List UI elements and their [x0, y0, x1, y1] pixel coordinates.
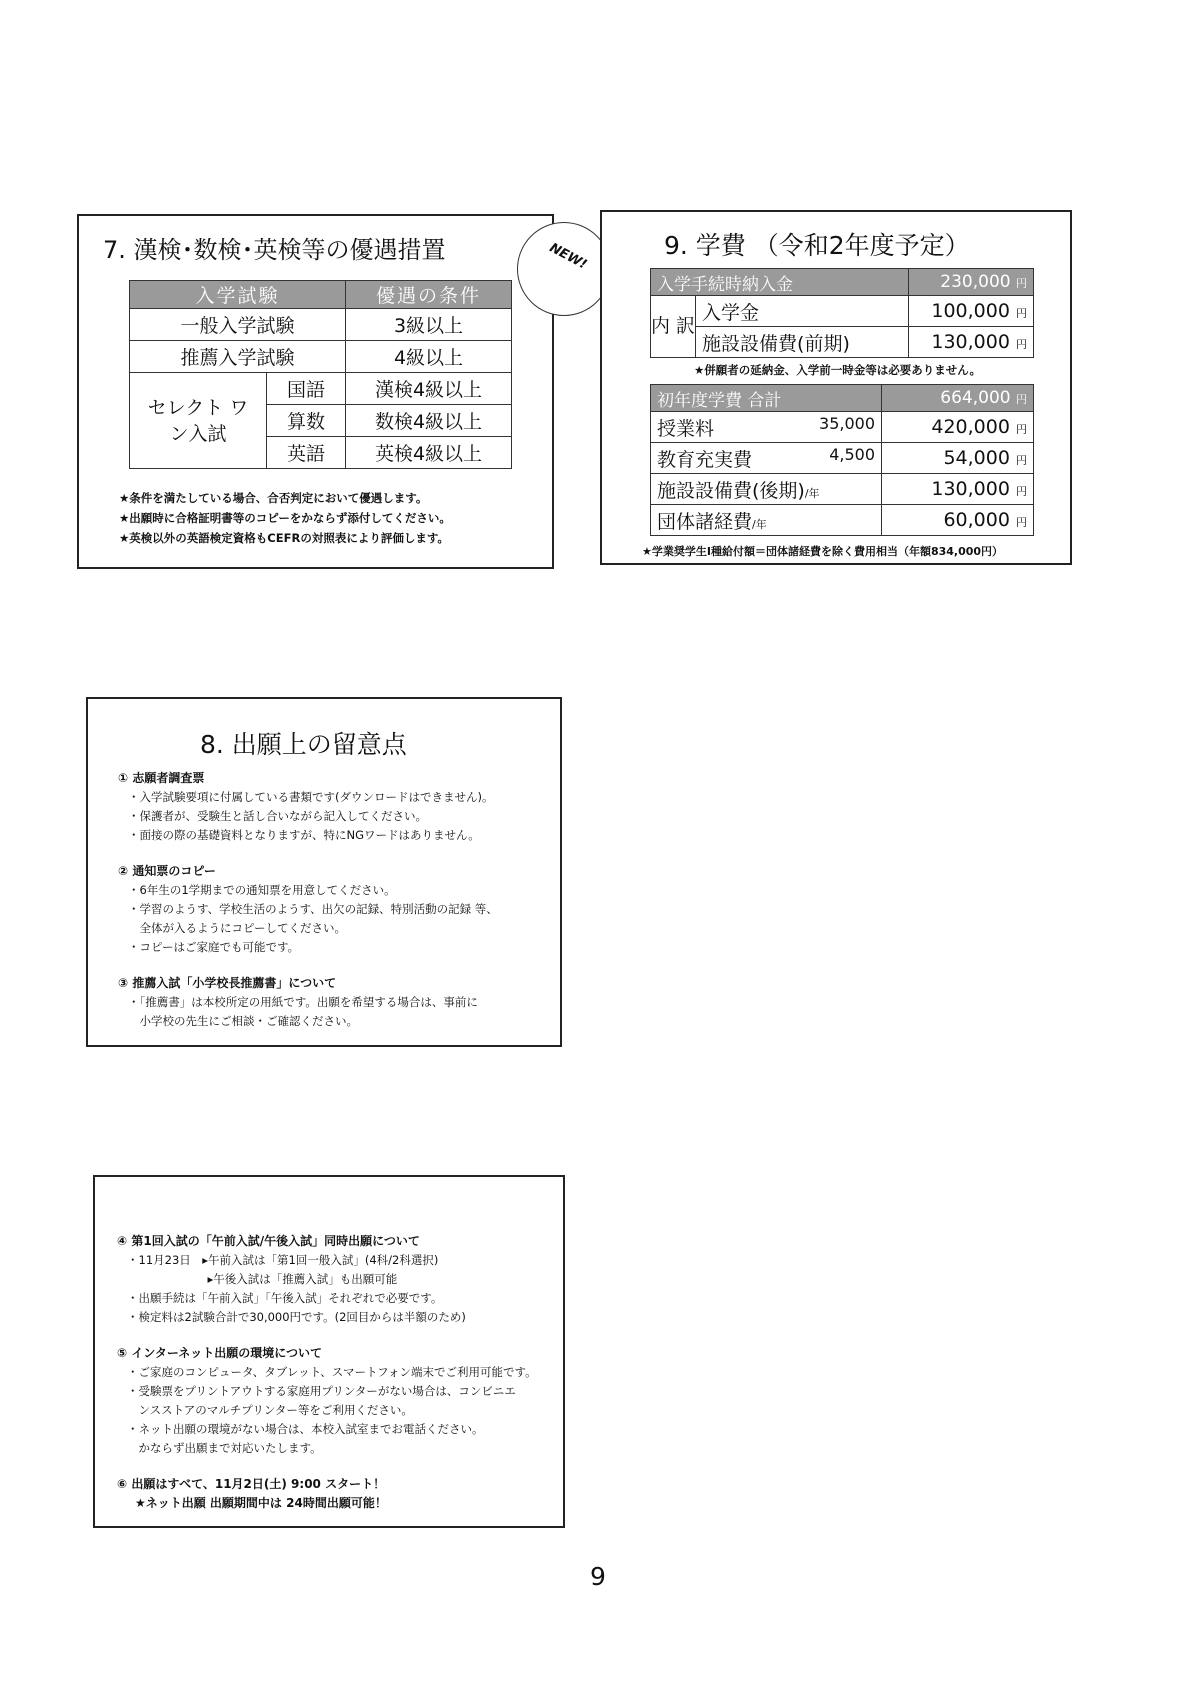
- new-badge: [517, 222, 611, 316]
- condition-cell: 漢検4級以上: [346, 373, 512, 405]
- fee-amount: 60,000: [943, 509, 1010, 531]
- section-9-box: [600, 210, 1072, 565]
- item-line: ・受験票をプリントアウトする家庭用プリンターがない場合は、コンビニエ: [127, 1384, 516, 1398]
- yen-unit: 円: [1016, 423, 1027, 436]
- item-heading: ③ 推薦入試「小学校長推薦書」について: [118, 976, 337, 990]
- section-7-notes: [119, 488, 451, 548]
- note-line: ★出願時に合格証明書等のコピーをかならず添付してください。: [119, 511, 451, 525]
- fee-unit: /年: [804, 486, 820, 500]
- table-row: [651, 385, 1034, 412]
- fee-label-cell: [651, 443, 882, 474]
- first-year-label: 初年度学費 合計: [651, 385, 882, 412]
- yen-unit: 円: [1016, 338, 1027, 351]
- item-heading: ⑥ 出願はすべて、11月2日(土) 9:00 スタート！: [117, 1477, 386, 1491]
- item-line: ・「推薦書」は本校所定の用紙です。出願を希望する場合は、事前に: [128, 995, 478, 1009]
- yen-unit: 円: [1016, 485, 1027, 498]
- fee-label: 教育充実費: [657, 448, 753, 471]
- condition-cell: 数検4級以上: [346, 405, 512, 437]
- section-8-title: 8. 出願上の留意点: [200, 730, 407, 759]
- enroll-amount-cell: [908, 269, 1033, 296]
- fee-detail: 35,000: [819, 413, 875, 433]
- section-8-content: [118, 769, 498, 1031]
- fee-amount: 130,000: [931, 331, 1010, 353]
- subject-cell: 英語: [267, 437, 346, 469]
- item-heading: ① 志願者調査票: [118, 771, 205, 785]
- table-row: [651, 269, 1034, 296]
- section-7-box: [77, 214, 590, 569]
- fee-amount-cell: [908, 296, 1033, 327]
- item-line: ・6年生の1学期までの通知票を用意してください。: [128, 883, 396, 897]
- fee-amount: 54,000: [943, 447, 1010, 469]
- section-8-continued-content: [117, 1232, 537, 1513]
- col-header-condition: 優遇の条件: [346, 281, 512, 309]
- fee-label: 施設設備費(後期): [657, 479, 805, 502]
- item-line: ・検定料は2試験合計で30,000円です。(2回目からは半額のため): [127, 1310, 466, 1324]
- subject-cell: 国語: [267, 373, 346, 405]
- section-8-box: [86, 697, 562, 1047]
- table-row: [651, 443, 1034, 474]
- fee-label-cell: [651, 474, 882, 505]
- table-row: [130, 309, 512, 341]
- item-line: ▸午後入試は「推薦入試」も出願可能: [127, 1272, 398, 1286]
- fee-amount-cell: [882, 412, 1034, 443]
- fee-amount-cell: [882, 474, 1034, 505]
- item-line: ・11月23日 ▸午前入試は「第1回一般入試」(4科/2科選択): [127, 1253, 439, 1267]
- condition-cell: 4級以上: [346, 341, 512, 373]
- fee-amount: 100,000: [931, 300, 1010, 322]
- enroll-amount: 230,000: [940, 272, 1011, 292]
- section-8-continued-box: [93, 1175, 565, 1528]
- first-year-fee-table: [650, 384, 1034, 536]
- item-line: 全体が入るようにコピーしてください。: [128, 921, 347, 935]
- fee-unit: /年: [752, 517, 767, 531]
- item-line: ・面接の際の基礎資料となりますが、特にNGワードはありません。: [128, 828, 480, 842]
- yen-unit: 円: [1016, 516, 1027, 529]
- table-row: [651, 505, 1034, 536]
- new-badge-text: NEW!: [546, 240, 590, 273]
- item-heading: ② 通知票のコピー: [118, 864, 216, 878]
- yen-unit: 円: [1016, 307, 1027, 320]
- condition-cell: 英検4級以上: [346, 437, 512, 469]
- exam-cell: 推薦入学試験: [130, 341, 346, 373]
- page-number: 9: [590, 1562, 606, 1591]
- item-line: ・学習のようす、学校生活のようす、出欠の記録、特別活動の記録 等、: [128, 902, 498, 916]
- enroll-label: 入学手続時納入金: [651, 269, 909, 296]
- item-line: ・出願手続は「午前入試」「午後入試」それぞれで必要です。: [127, 1291, 443, 1305]
- col-header-exam: 入学試験: [130, 281, 346, 309]
- item-line: ・コピーはご家庭でも可能です。: [128, 940, 300, 954]
- item-line: 小学校の先生にご相談・ご確認ください。: [128, 1014, 358, 1028]
- fee-label: 施設設備費(前期): [696, 327, 908, 358]
- fee-amount: 130,000: [931, 478, 1010, 500]
- fee-detail: 4,500: [829, 444, 875, 464]
- section-9-title: 9. 学費 （令和2年度予定）: [664, 231, 970, 260]
- subject-cell: 算数: [267, 405, 346, 437]
- yen-unit: 円: [1016, 393, 1027, 406]
- item-heading: ⑤ インターネット出願の環境について: [117, 1346, 323, 1360]
- condition-cell: 3級以上: [346, 309, 512, 341]
- item-heading: ④ 第1回入試の「午前入試/午後入試」同時出願について: [117, 1234, 420, 1248]
- scholarship-note: ★学業奨学生Ⅰ種給付額＝団体諸経費を除く費用相当（年額834,000円）: [642, 545, 1004, 558]
- item-line: ・入学試験要項に付属している書類です(ダウンロードはできません)。: [128, 790, 494, 804]
- first-year-amount-cell: [882, 385, 1034, 412]
- fee-amount-cell: [882, 443, 1034, 474]
- fee-amount: 420,000: [931, 416, 1010, 438]
- table-row: [651, 412, 1034, 443]
- note-line: ★英検以外の英語検定資格もCEFRの対照表により評価します。: [119, 531, 449, 545]
- table-row: [130, 341, 512, 373]
- fee-amount-cell: [882, 505, 1034, 536]
- item-line: ・ご家庭のコンピュータ、タブレット、スマートフォン端末でご利用可能です。: [127, 1365, 537, 1379]
- section-7-title: 7. 漢検･数検･英検等の優遇措置: [103, 236, 446, 264]
- table-row: [130, 373, 512, 405]
- select-one-label: セレクト ワン入試: [130, 373, 267, 469]
- item-line: かならず出願まで対応いたします。: [127, 1441, 322, 1455]
- table-row: [651, 327, 1034, 358]
- first-year-amount: 664,000: [940, 388, 1011, 408]
- breakdown-label: 内 訳: [651, 296, 696, 358]
- fee-label: 入学金: [696, 296, 908, 327]
- item-line: ・保護者が、受験生と話し合いながら記入してください。: [128, 809, 427, 823]
- yen-unit: 円: [1016, 454, 1027, 467]
- table-row: [651, 296, 1034, 327]
- table-row: [651, 474, 1034, 505]
- item-line: ★ネット出願 出願期間中は 24時間出願可能！: [135, 1496, 387, 1510]
- yen-unit: 円: [1016, 277, 1027, 290]
- enrollment-fee-table: [650, 268, 1034, 358]
- fee-amount-cell: [908, 327, 1033, 358]
- item-line: ・ネット出願の環境がない場合は、本校入試室までお電話ください。: [127, 1422, 484, 1436]
- fee-label-cell: [651, 412, 882, 443]
- enroll-note: ★併願者の延納金、入学前一時金等は必要ありません。: [694, 363, 981, 377]
- item-line: ンスストアのマルチプリンター等をご利用ください。: [127, 1403, 413, 1417]
- fee-label: 団体諸経費: [657, 510, 753, 533]
- note-line: ★条件を満たしている場合、合否判定において優遇します。: [119, 491, 428, 505]
- preferential-table: [129, 280, 512, 469]
- exam-cell: 一般入学試験: [130, 309, 346, 341]
- fee-label: 授業料: [657, 417, 715, 440]
- fee-label-cell: [651, 505, 882, 536]
